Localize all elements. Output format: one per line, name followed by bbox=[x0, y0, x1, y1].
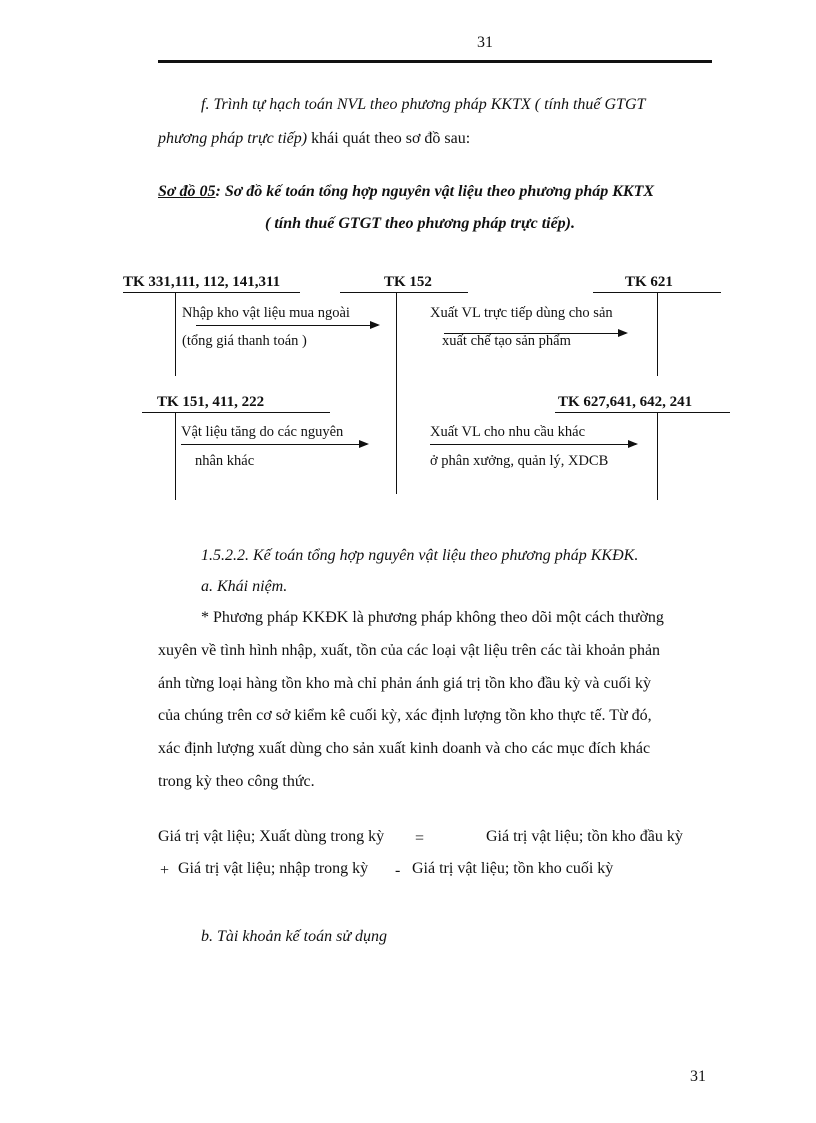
diagram-caption-line2: ( tính thuế GTGT theo phương pháp trực tiếp). bbox=[265, 215, 576, 232]
paragraph-line: trong kỳ theo công thức. bbox=[158, 773, 315, 790]
arrow-right-icon bbox=[430, 444, 636, 445]
diagram-caption-rest: : Sơ đồ kế toán tổng hợp nguyên vật liệu theo phương pháp KKTX bbox=[215, 183, 655, 200]
account-tk-152: TK 152 bbox=[384, 274, 432, 290]
flow-xuat-sx-line1: Xuất VL trực tiếp dùng cho sản bbox=[430, 305, 613, 321]
paragraph-line: của chúng trên cơ sở kiểm kê cuối kỳ, xác định lượng tồn kho thực tế. Từ đó, bbox=[158, 707, 652, 724]
section-f-line2-italic: phương pháp trực tiếp) bbox=[158, 130, 308, 147]
tk-621-stem bbox=[657, 292, 658, 376]
paragraph-line: xuyên về tình hình nhập, xuất, tồn của các loại vật liệu trên các tài khoản phản bbox=[158, 642, 661, 659]
tk-331-rule bbox=[123, 292, 300, 293]
tk-152-stem bbox=[396, 292, 397, 494]
section-f-line2-rest: khái quát theo sơ đồ sau: bbox=[307, 130, 471, 147]
tk-331-stem bbox=[175, 292, 176, 376]
paragraph-line: * Phương pháp KKĐK là phương pháp không theo dõi một cách thường bbox=[201, 609, 664, 626]
arrow-right-icon bbox=[181, 444, 367, 445]
section-1522-heading: 1.5.2.2. Kế toán tổng hợp nguyên vật liệu theo phương pháp KKĐK. bbox=[201, 547, 639, 564]
formula-plus: + bbox=[160, 862, 170, 879]
tk-151-stem bbox=[175, 412, 176, 500]
section-f-line2 bbox=[158, 130, 470, 148]
formula-term3: Giá trị vật liệu; tồn kho cuối kỳ bbox=[412, 860, 614, 877]
account-tk-151: TK 151, 411, 222 bbox=[157, 394, 265, 410]
tk-151-rule bbox=[142, 412, 330, 413]
tk-627-rule bbox=[555, 412, 730, 413]
paragraph-line: ánh từng loại hàng tồn kho mà chỉ phản ánh giá trị tồn kho đầu kỳ và cuối kỳ bbox=[158, 675, 652, 692]
header-page-number: 31 bbox=[477, 34, 493, 51]
diagram-caption-label: Sơ đồ 05 bbox=[158, 183, 216, 200]
diagram-caption-line1 bbox=[158, 183, 654, 201]
account-tk-621: TK 621 bbox=[625, 274, 673, 290]
flow-tang-khac-line1: Vật liệu tăng do các nguyên bbox=[181, 424, 344, 440]
formula-term2: Giá trị vật liệu; nhập trong kỳ bbox=[178, 860, 369, 877]
formula-equals: = bbox=[415, 830, 425, 847]
header-rule bbox=[158, 60, 712, 63]
tk-627-stem bbox=[657, 412, 658, 500]
paragraph-line: xác định lượng xuất dùng cho sản xuất kinh doanh và cho các mục đích khác bbox=[158, 740, 651, 757]
flow-tang-khac-line2: nhân khác bbox=[195, 453, 255, 469]
section-1522-sub-b: b. Tài khoản kế toán sử dụng bbox=[201, 928, 388, 945]
formula-term1: Giá trị vật liệu; tồn kho đầu kỳ bbox=[486, 828, 683, 845]
arrow-right-icon bbox=[196, 325, 378, 326]
footer-page-number: 31 bbox=[690, 1068, 706, 1085]
flow-xuat-khac-line1: Xuất VL cho nhu cầu khác bbox=[430, 424, 586, 440]
tk-152-rule bbox=[340, 292, 468, 293]
section-1522-sub-a: a. Khái niệm. bbox=[201, 578, 288, 595]
account-tk-627: TK 627,641, 642, 241 bbox=[558, 394, 693, 410]
flow-nhap-mua-line1: Nhập kho vật liệu mua ngoài bbox=[182, 305, 350, 321]
section-f-line1: f. Trình tự hạch toán NVL theo phương pháp KKTX ( tính thuế GTGT bbox=[201, 96, 646, 113]
formula-lhs: Giá trị vật liệu; Xuất dùng trong kỳ bbox=[158, 828, 385, 845]
flow-xuat-khac-line2: ở phân xưởng, quản lý, XDCB bbox=[430, 453, 609, 469]
account-tk-331: TK 331,111, 112, 141,311 bbox=[123, 274, 281, 290]
formula-minus: - bbox=[395, 862, 401, 879]
flow-nhap-mua-line2: (tổng giá thanh toán ) bbox=[182, 333, 307, 349]
flow-xuat-sx-line2: xuất chế tạo sản phẩm bbox=[442, 333, 571, 349]
